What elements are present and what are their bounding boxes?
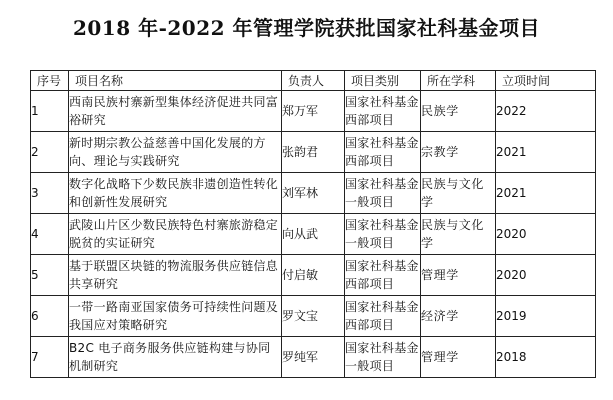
cell-discipline: 民族学: [421, 91, 496, 132]
column-header-number: 序号: [31, 71, 69, 91]
cell-lead: 张韵君: [282, 132, 345, 173]
cell-discipline: 管理学: [421, 255, 496, 296]
table-row: [31, 173, 596, 214]
column-header-project-name: 项目名称: [69, 71, 282, 91]
document-title: 2018 年-2022 年管理学院获批国家社科基金项目: [72, 16, 541, 40]
cell-discipline: 管理学: [421, 337, 496, 378]
cell-lead: 向从武: [282, 214, 345, 255]
table-row: [31, 337, 596, 378]
cell-category: 国家社科基金西部项目: [345, 296, 421, 337]
cell-discipline: 宗教学: [421, 132, 496, 173]
table-header-row: [31, 71, 596, 91]
table-row: [31, 255, 596, 296]
cell-category: 国家社科基金一般项目: [345, 214, 421, 255]
cell-year: 2021: [496, 132, 596, 173]
cell-project-name: B2C 电子商务服务供应链构建与协同机制研究: [69, 337, 282, 378]
cell-lead: 罗文宝: [282, 296, 345, 337]
cell-year: 2020: [496, 214, 596, 255]
cell-lead: 刘军林: [282, 173, 345, 214]
table-row: [31, 91, 596, 132]
column-header-discipline: 所在学科: [421, 71, 496, 91]
cell-category: 国家社科基金西部项目: [345, 91, 421, 132]
cell-year: 2021: [496, 173, 596, 214]
cell-number: 2: [31, 132, 69, 173]
cell-year: 2020: [496, 255, 596, 296]
cell-number: 7: [31, 337, 69, 378]
cell-number: 1: [31, 91, 69, 132]
cell-lead: 付启敏: [282, 255, 345, 296]
column-header-year: 立项时间: [496, 71, 596, 91]
cell-category: 国家社科基金一般项目: [345, 173, 421, 214]
cell-project-name: 新时期宗教公益慈善中国化发展的方向、理论与实践研究: [69, 132, 282, 173]
cell-project-name: 一带一路南亚国家债务可持续性问题及我国应对策略研究: [69, 296, 282, 337]
cell-number: 6: [31, 296, 69, 337]
cell-category: 国家社科基金西部项目: [345, 255, 421, 296]
table-row: [31, 296, 596, 337]
cell-year: 2018: [496, 337, 596, 378]
cell-number: 5: [31, 255, 69, 296]
cell-discipline: 经济学: [421, 296, 496, 337]
cell-project-name: 武陵山片区少数民族特色村寨旅游稳定脱贫的实证研究: [69, 214, 282, 255]
cell-project-name: 西南民族村寨新型集体经济促进共同富裕研究: [69, 91, 282, 132]
projects-table: [30, 70, 596, 378]
table-row: [31, 214, 596, 255]
cell-year: 2022: [496, 91, 596, 132]
cell-project-name: 数字化战略下少数民族非遗创造性转化和创新性发展研究: [69, 173, 282, 214]
cell-lead: 郑万军: [282, 91, 345, 132]
table-row: [31, 132, 596, 173]
cell-category: 国家社科基金一般项目: [345, 337, 421, 378]
cell-category: 国家社科基金西部项目: [345, 132, 421, 173]
column-header-category: 项目类别: [345, 71, 421, 91]
cell-discipline: 民族与文化学: [421, 214, 496, 255]
cell-year: 2019: [496, 296, 596, 337]
cell-discipline: 民族与文化学: [421, 173, 496, 214]
cell-lead: 罗纯军: [282, 337, 345, 378]
cell-number: 4: [31, 214, 69, 255]
cell-number: 3: [31, 173, 69, 214]
cell-project-name: 基于联盟区块链的物流服务供应链信息共享研究: [69, 255, 282, 296]
column-header-lead: 负责人: [282, 71, 345, 91]
